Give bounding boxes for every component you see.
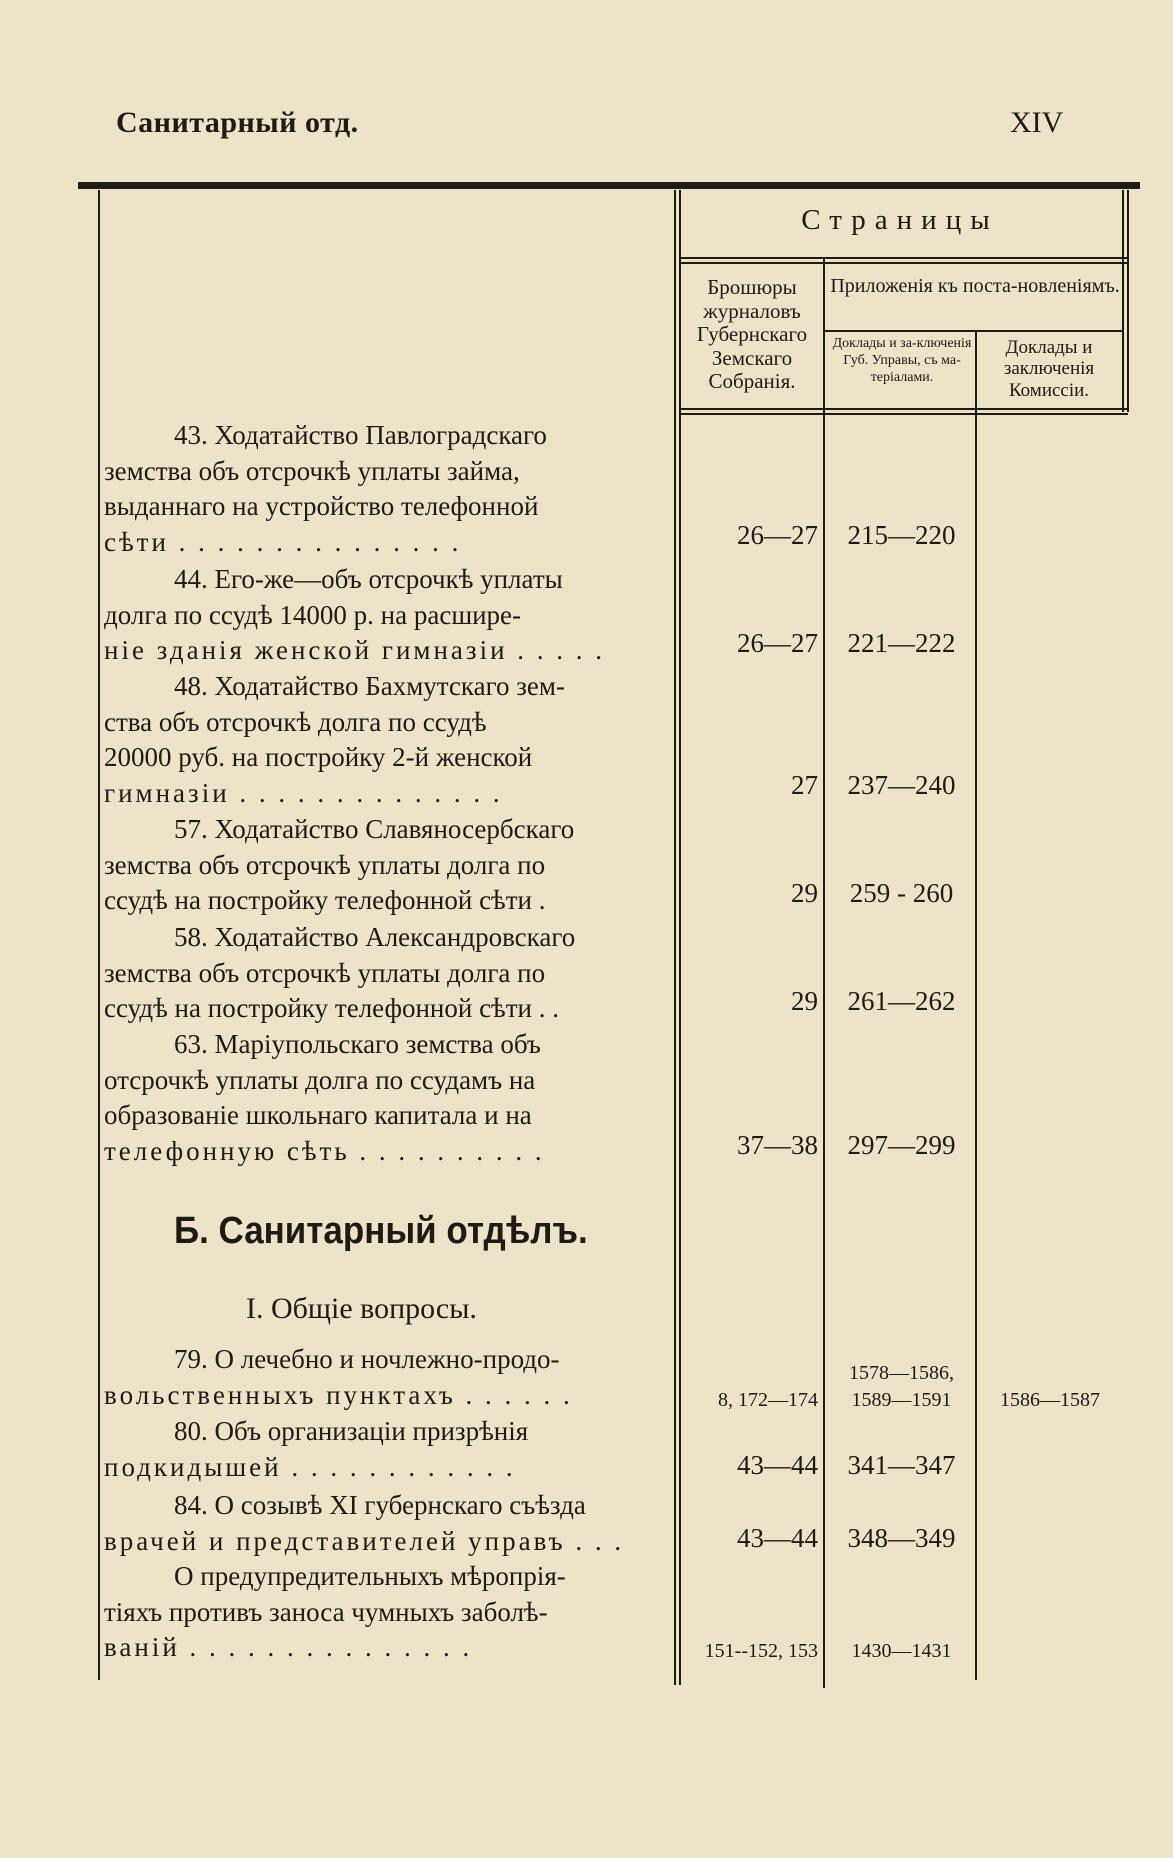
subsection-heading: I. Общіе вопросы. <box>246 1292 477 1325</box>
appendix-pages: 221—222 <box>847 628 956 658</box>
commission-pages: 1586—1587 <box>1000 1389 1100 1411</box>
running-header-title: Санитарный отд. <box>116 106 359 139</box>
list-item: 79. О лечебно и ночлежно-продо- вольственныхъ пунктахъ . . . . . . <box>104 1344 573 1410</box>
list-item: 48. Ходатайство Бахмутскаго зем- ства объ отсрочкѣ долга по ссудѣ 20000 руб. на постройку 2-й женской гимназіи . . . . . . . . . . . . . . <box>104 671 565 808</box>
brochure-pages: 29 <box>791 986 818 1016</box>
brochure-pages: 37—38 <box>737 1130 818 1160</box>
appendix-pages: 348—349 <box>847 1523 956 1553</box>
appendix-pages: 237—240 <box>847 770 956 800</box>
appendix-pages: 259 - 260 <box>849 878 954 908</box>
appendix-pages: 341—347 <box>847 1450 956 1480</box>
brochure-pages: 43—44 <box>737 1450 818 1480</box>
brochure-pages: 8, 172—174 <box>718 1389 818 1411</box>
col-header-brochures: Брошюры журналовъ Губернскаго Земскаго Собранія. <box>696 275 808 394</box>
brochure-pages: 29 <box>791 878 818 908</box>
col-header-commission-reports: Доклады и заключенія Комиссіи. <box>1003 337 1095 401</box>
appendix-pages: 1589—1591 <box>851 1389 952 1411</box>
appendix-pages: 261—262 <box>847 986 956 1016</box>
brochure-pages: 26—27 <box>737 628 818 658</box>
col-header-appendices: Приложенія къ поста-новленіямъ. <box>830 275 1120 297</box>
appendix-pages: 297—299 <box>847 1130 956 1160</box>
brochure-pages: 151--152, 153 <box>704 1640 818 1662</box>
list-item: 80. Объ организаціи призрѣнія подкидышей . . . . . . . . . . . . <box>104 1416 529 1482</box>
col-header-uprava-reports: Доклады и за-ключенія Губ. Управы, съ ма-теріалами. <box>832 336 972 385</box>
list-item: 44. Его-же—объ отсрочкѣ уплаты долга по ссудѣ 14000 р. на расшире- ніе зданія женской гимназіи . . . . . <box>104 564 606 665</box>
brochure-pages: 27 <box>791 770 818 800</box>
list-item: 43. Ходатайство Павлоградскаго земства объ отсрочкѣ уплаты займа, выданнаго на устройство телефонной сѣти . . . . . . . . . . . . . . . <box>104 420 547 557</box>
page-number: XIV <box>1010 106 1064 139</box>
brochure-pages: 43—44 <box>737 1523 818 1553</box>
section-heading: Б. Санитарный отдѣлъ. <box>174 1210 588 1252</box>
header-rule <box>78 182 1140 189</box>
list-item: 84. О созывѣ XI губернскаго съѣзда врачей и представителей управъ . . . <box>104 1490 625 1556</box>
list-item: 58. Ходатайство Александровскаго земства объ отсрочкѣ уплаты долга по ссудѣ на постройку телефонной сѣти . . <box>104 922 576 1023</box>
appendix-pages: 1578—1586, <box>849 1362 954 1384</box>
list-item: 57. Ходатайство Славяносербскаго земства объ отсрочкѣ уплаты долга по ссудѣ на постройку телефонной сѣти . <box>104 814 575 915</box>
pages-group-title: Страницы <box>801 204 999 236</box>
list-item: 63. Маріупольскаго земства объ отсрочкѣ уплаты долга по ссудамъ на образованіе школьнаго капитала и на телефонную сѣть . . . . . . . . . . <box>104 1029 545 1166</box>
list-item: О предупредительныхъ мѣропрія- тіяхъ противъ заноса чумныхъ заболѣ- ваній . . . . . . . . . . . . . . . <box>104 1561 566 1662</box>
brochure-pages: 26—27 <box>737 520 818 550</box>
appendix-pages: 215—220 <box>847 520 956 550</box>
appendix-pages: 1430—1431 <box>851 1640 952 1662</box>
